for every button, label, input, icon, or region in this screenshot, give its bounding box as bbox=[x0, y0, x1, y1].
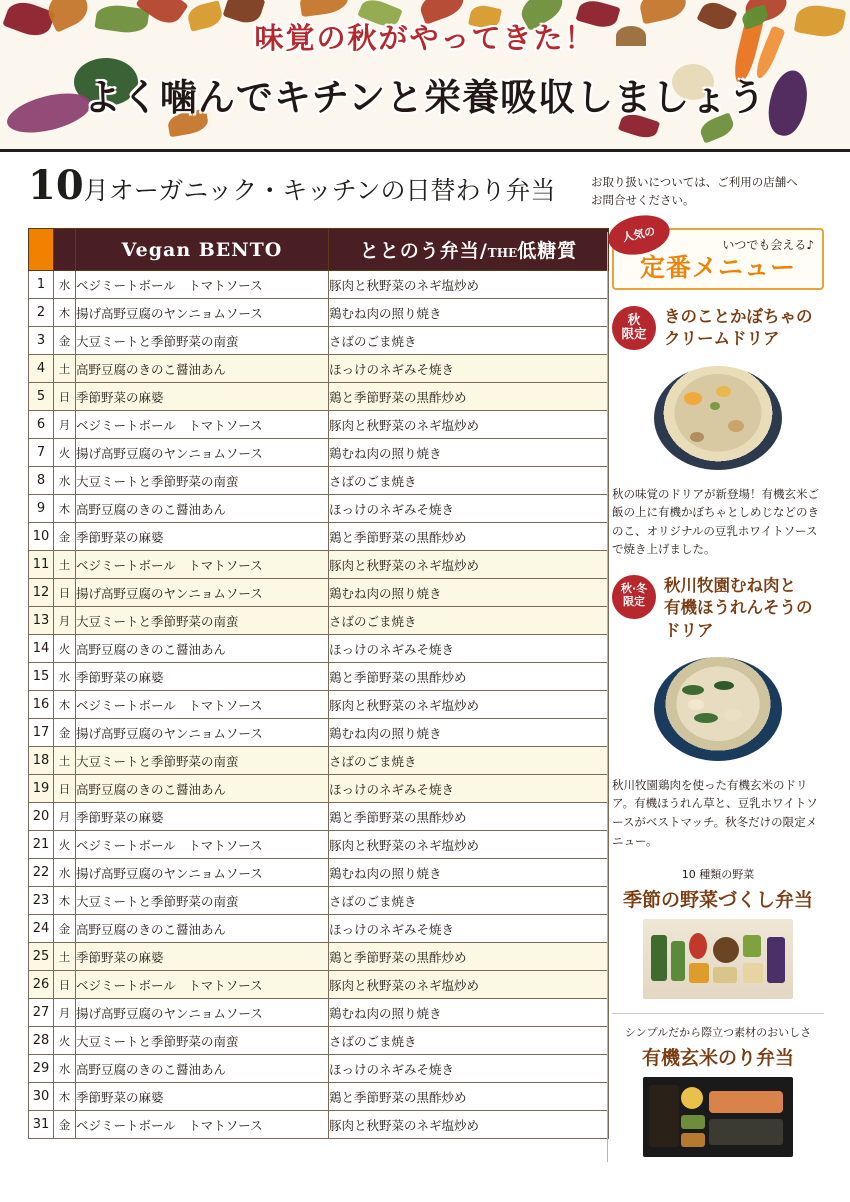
table-row bbox=[29, 887, 609, 915]
cell-totonou-bento: ほっけのネギみそ焼き bbox=[329, 775, 609, 803]
cell-day: 20 bbox=[29, 803, 54, 831]
sidebar bbox=[612, 224, 824, 1157]
greens-piece bbox=[681, 1115, 705, 1129]
cell-vegan-bento: 大豆ミートと季節野菜の南蛮 bbox=[76, 327, 329, 355]
cell-totonou-bento: 鶏と季節野菜の黒酢炒め bbox=[329, 663, 609, 691]
cell-totonou-bento: 鶏と季節野菜の黒酢炒め bbox=[329, 943, 609, 971]
table-row bbox=[29, 411, 609, 439]
doria-bowl bbox=[654, 657, 782, 761]
cell-vegan-bento: 季節野菜の麻婆 bbox=[76, 523, 329, 551]
cell-weekday: 金 bbox=[54, 719, 76, 747]
table-row bbox=[29, 663, 609, 691]
cell-weekday: 木 bbox=[54, 887, 76, 915]
cell-weekday: 水 bbox=[54, 1055, 76, 1083]
cell-totonou-bento: さばのごま焼き bbox=[329, 1027, 609, 1055]
cell-day: 31 bbox=[29, 1111, 54, 1139]
table-row bbox=[29, 299, 609, 327]
cell-day: 11 bbox=[29, 551, 54, 579]
table-row bbox=[29, 1111, 609, 1139]
promo-description: 秋川牧園鶏肉を使った有機玄米のドリア。有機ほうれん草と、豆乳ホワイトソースがベストマッチ。秋冬だけの限定メニュー。 bbox=[612, 777, 818, 848]
leaf-decoration bbox=[298, 0, 349, 17]
simple-kicker: 10 種類の野菜 bbox=[681, 868, 755, 882]
cell-totonou-bento: 豚肉と秋野菜のネギ塩炒め bbox=[329, 1111, 609, 1139]
cell-day: 6 bbox=[29, 411, 54, 439]
table-row bbox=[29, 439, 609, 467]
banner-headline-2: よく噛んでキチンと栄養吸収しましょう bbox=[83, 76, 767, 119]
cell-totonou-bento: さばのごま焼き bbox=[329, 887, 609, 915]
cell-vegan-bento: 揚げ高野豆腐のヤンニョムソース bbox=[76, 719, 329, 747]
cell-day: 12 bbox=[29, 579, 54, 607]
cell-totonou-bento: 鶏むね肉の照り焼き bbox=[329, 579, 609, 607]
cell-totonou-bento: さばのごま焼き bbox=[329, 747, 609, 775]
header-totonou-bento bbox=[329, 229, 609, 271]
promo-title-line-1: きのことかぼちゃの bbox=[664, 307, 813, 326]
doria-bowl bbox=[654, 366, 782, 470]
cell-weekday: 月 bbox=[54, 607, 76, 635]
salmon-piece bbox=[709, 1091, 783, 1113]
cell-totonou-bento: 鶏むね肉の照り焼き bbox=[329, 299, 609, 327]
cell-weekday: 金 bbox=[54, 915, 76, 943]
season-seal-autumn bbox=[612, 306, 656, 350]
table-row bbox=[29, 691, 609, 719]
cell-totonou-bento: 鶏と季節野菜の黒酢炒め bbox=[329, 803, 609, 831]
cell-vegan-bento: ベジミートボール トマトソース bbox=[76, 971, 329, 999]
cell-day: 4 bbox=[29, 355, 54, 383]
cell-vegan-bento: 大豆ミートと季節野菜の南蛮 bbox=[76, 1027, 329, 1055]
cell-totonou-bento: ほっけのネギみそ焼き bbox=[329, 495, 609, 523]
cell-totonou-bento: さばのごま焼き bbox=[329, 327, 609, 355]
cell-weekday: 木 bbox=[54, 1083, 76, 1111]
promo-head bbox=[612, 575, 824, 642]
cell-weekday: 水 bbox=[54, 859, 76, 887]
page-title: オーガニック・キッチンの日替わり弁当 bbox=[108, 176, 556, 205]
cell-weekday: 月 bbox=[54, 999, 76, 1027]
bento-photo-vegetables bbox=[643, 919, 793, 999]
cell-day: 29 bbox=[29, 1055, 54, 1083]
potato-piece bbox=[743, 963, 763, 983]
cell-day: 23 bbox=[29, 887, 54, 915]
promo-card-autumn-doria bbox=[612, 306, 824, 559]
table-row bbox=[29, 467, 609, 495]
header-slash: / bbox=[479, 240, 488, 262]
cell-day: 9 bbox=[29, 495, 54, 523]
cell-vegan-bento: ベジミートボール トマトソース bbox=[76, 1111, 329, 1139]
table-row bbox=[29, 1083, 609, 1111]
zucchini-piece bbox=[651, 935, 667, 981]
cell-day: 19 bbox=[29, 775, 54, 803]
egg-piece bbox=[681, 1087, 703, 1109]
cell-vegan-bento: 揚げ高野豆腐のヤンニョムソース bbox=[76, 439, 329, 467]
cell-weekday: 月 bbox=[54, 803, 76, 831]
table-row bbox=[29, 915, 609, 943]
cell-day: 5 bbox=[29, 383, 54, 411]
cell-vegan-bento: 高野豆腐のきのこ醤油あん bbox=[76, 355, 329, 383]
month-number: 10 bbox=[28, 162, 84, 209]
cell-vegan-bento: 季節野菜の麻婆 bbox=[76, 663, 329, 691]
cell-weekday: 木 bbox=[54, 495, 76, 523]
seal-line-2: 限定 bbox=[623, 594, 645, 608]
table-row bbox=[29, 551, 609, 579]
cell-day: 21 bbox=[29, 831, 54, 859]
promo-head bbox=[612, 306, 824, 351]
header-vegan-bento: Vegan BENTO bbox=[76, 229, 329, 271]
cell-totonou-bento: ほっけのネギみそ焼き bbox=[329, 1055, 609, 1083]
banner-text bbox=[0, 16, 850, 121]
cell-vegan-bento: 高野豆腐のきのこ醤油あん bbox=[76, 495, 329, 523]
cell-weekday: 水 bbox=[54, 467, 76, 495]
table-row bbox=[29, 971, 609, 999]
vertical-divider bbox=[607, 232, 608, 1162]
pumpkin-piece bbox=[689, 963, 709, 983]
cell-weekday: 月 bbox=[54, 411, 76, 439]
table-row bbox=[29, 943, 609, 971]
cell-vegan-bento: 大豆ミートと季節野菜の南蛮 bbox=[76, 747, 329, 775]
simple-card-nori-bento bbox=[612, 1024, 824, 1157]
table-header-row bbox=[29, 229, 609, 271]
table-row bbox=[29, 999, 609, 1027]
chicken-piece bbox=[688, 699, 704, 710]
simple-card-vegetable-bento bbox=[612, 866, 824, 999]
side-dish-piece bbox=[709, 1119, 783, 1145]
sidebar-divider bbox=[612, 1013, 824, 1014]
cell-vegan-bento: 大豆ミートと季節野菜の南蛮 bbox=[76, 887, 329, 915]
simple-title: 有機玄米のり弁当 bbox=[641, 1047, 794, 1070]
cell-weekday: 土 bbox=[54, 355, 76, 383]
cell-vegan-bento: 揚げ高野豆腐のヤンニョムソース bbox=[76, 999, 329, 1027]
cell-weekday: 日 bbox=[54, 971, 76, 999]
header-day-col bbox=[29, 229, 54, 271]
cell-totonou-bento: 豚肉と秋野菜のネギ塩炒め bbox=[329, 691, 609, 719]
cell-totonou-bento: ほっけのネギみそ焼き bbox=[329, 915, 609, 943]
cell-totonou-bento: さばのごま焼き bbox=[329, 467, 609, 495]
cell-totonou-bento: 豚肉と秋野菜のネギ塩炒め bbox=[329, 411, 609, 439]
cell-totonou-bento: 鶏むね肉の照り焼き bbox=[329, 999, 609, 1027]
cell-totonou-bento: ほっけのネギみそ焼き bbox=[329, 635, 609, 663]
cell-weekday: 火 bbox=[54, 831, 76, 859]
cell-totonou-bento: 鶏むね肉の照り焼き bbox=[329, 439, 609, 467]
cell-day: 28 bbox=[29, 1027, 54, 1055]
bento-photo-nori bbox=[643, 1077, 793, 1157]
table-row bbox=[29, 1055, 609, 1083]
cell-vegan-bento: 高野豆腐のきのこ醤油あん bbox=[76, 635, 329, 663]
cell-totonou-bento: 鶏むね肉の照り焼き bbox=[329, 859, 609, 887]
season-seal-autumn-winter bbox=[612, 575, 656, 619]
availability-notice: お取り扱いについては、ご利用の店舗へお問合せください。 bbox=[591, 175, 798, 207]
spinach-piece bbox=[682, 685, 704, 695]
cell-totonou-bento: 鶏と季節野菜の黒酢炒め bbox=[329, 383, 609, 411]
cell-weekday: 火 bbox=[54, 1027, 76, 1055]
teiban-subtitle: いつでも会える♪ bbox=[722, 238, 814, 252]
cell-vegan-bento: 高野豆腐のきのこ醤油あん bbox=[76, 1055, 329, 1083]
cell-weekday: 土 bbox=[54, 747, 76, 775]
table-row bbox=[29, 383, 609, 411]
cell-weekday: 水 bbox=[54, 663, 76, 691]
cell-totonou-bento: 豚肉と秋野菜のネギ塩炒め bbox=[329, 271, 609, 299]
cell-day: 16 bbox=[29, 691, 54, 719]
cell-vegan-bento: 大豆ミートと季節野菜の南蛮 bbox=[76, 467, 329, 495]
cell-day: 30 bbox=[29, 1083, 54, 1111]
title-row bbox=[28, 162, 828, 222]
promo-card-spinach-doria bbox=[612, 575, 824, 850]
cell-day: 1 bbox=[29, 271, 54, 299]
cell-vegan-bento: 揚げ高野豆腐のヤンニョムソース bbox=[76, 859, 329, 887]
table-row bbox=[29, 719, 609, 747]
cell-vegan-bento: ベジミートボール トマトソース bbox=[76, 411, 329, 439]
teiban-menu-box bbox=[612, 224, 824, 290]
cell-weekday: 土 bbox=[54, 943, 76, 971]
hamburg-piece bbox=[713, 937, 739, 963]
cell-weekday: 水 bbox=[54, 271, 76, 299]
nori-rice-section bbox=[649, 1085, 679, 1147]
table-row bbox=[29, 859, 609, 887]
cell-day: 26 bbox=[29, 971, 54, 999]
table-row bbox=[29, 607, 609, 635]
cell-day: 2 bbox=[29, 299, 54, 327]
table-row bbox=[29, 831, 609, 859]
table-row bbox=[29, 635, 609, 663]
cell-day: 27 bbox=[29, 999, 54, 1027]
cell-vegan-bento: 季節野菜の麻婆 bbox=[76, 943, 329, 971]
cell-weekday: 日 bbox=[54, 579, 76, 607]
tomato-piece bbox=[689, 933, 707, 959]
renkon-piece bbox=[713, 967, 737, 983]
cell-day: 24 bbox=[29, 915, 54, 943]
cell-day: 8 bbox=[29, 467, 54, 495]
teiban-title: 定番メニュー bbox=[639, 253, 796, 282]
cell-day: 13 bbox=[29, 607, 54, 635]
cell-weekday: 土 bbox=[54, 551, 76, 579]
cell-vegan-bento: ベジミートボール トマトソース bbox=[76, 831, 329, 859]
promo-title bbox=[664, 306, 824, 351]
cell-weekday: 木 bbox=[54, 691, 76, 719]
banner-headline-1: 味覚の秋がやってきた！ bbox=[254, 21, 596, 55]
kinpira-piece bbox=[681, 1133, 705, 1147]
header-the-label: THE bbox=[487, 246, 518, 260]
spinach-piece bbox=[694, 713, 718, 723]
simple-title: 季節の野菜づくし弁当 bbox=[622, 889, 813, 912]
cell-day: 14 bbox=[29, 635, 54, 663]
cell-totonou-bento: ほっけのネギみそ焼き bbox=[329, 355, 609, 383]
cell-totonou-bento: 鶏と季節野菜の黒酢炒め bbox=[329, 1083, 609, 1111]
promo-title-line-2: クリームドリア bbox=[664, 329, 780, 349]
pumpkin-piece bbox=[716, 386, 731, 397]
header-totonou-label: ととのう弁当 bbox=[359, 240, 480, 262]
eggplant-piece bbox=[767, 937, 785, 983]
cell-day: 7 bbox=[29, 439, 54, 467]
header-weekday-col bbox=[54, 229, 76, 271]
zucchini-piece bbox=[671, 941, 685, 981]
promo-title bbox=[664, 575, 824, 642]
seal-line-1: 秋·冬 bbox=[620, 582, 648, 596]
table-row bbox=[29, 495, 609, 523]
promo-description: 秋の味覚のドリアが新登場！有機玄米ご飯の上に有機かぼちゃとしめじなどのきのこ、オリジナルの豆乳ホワイトソースで焼き上げました。 bbox=[612, 486, 819, 557]
cell-vegan-bento: 季節野菜の麻婆 bbox=[76, 803, 329, 831]
cell-totonou-bento: 豚肉と秋野菜のネギ塩炒め bbox=[329, 971, 609, 999]
header-banner bbox=[0, 0, 850, 152]
cell-day: 15 bbox=[29, 663, 54, 691]
cell-weekday: 金 bbox=[54, 327, 76, 355]
cell-weekday: 火 bbox=[54, 439, 76, 467]
table-row bbox=[29, 327, 609, 355]
cell-weekday: 木 bbox=[54, 299, 76, 327]
herb-piece bbox=[710, 402, 720, 410]
simple-kicker: シンプルだから際立つ素材のおいしさ bbox=[624, 1026, 812, 1040]
menu-table-wrap bbox=[28, 228, 608, 1139]
promo-photo-spinach-doria bbox=[612, 650, 824, 768]
cell-weekday: 日 bbox=[54, 775, 76, 803]
popular-badge: 人気の bbox=[605, 210, 674, 260]
table-row bbox=[29, 355, 609, 383]
pumpkin-piece bbox=[684, 392, 702, 405]
cell-vegan-bento: 季節野菜の麻婆 bbox=[76, 383, 329, 411]
promo-title-line-1: 秋川牧園むね肉と bbox=[664, 576, 796, 596]
cell-totonou-bento: 鶏むね肉の照り焼き bbox=[329, 719, 609, 747]
table-row bbox=[29, 1027, 609, 1055]
banner-rule bbox=[0, 149, 850, 152]
promo-title-line-2: 有機ほうれんそうのドリア bbox=[664, 598, 813, 640]
promo-photo-cream-doria bbox=[612, 359, 824, 477]
cell-day: 22 bbox=[29, 859, 54, 887]
pumpkin-piece bbox=[700, 416, 720, 428]
cell-weekday: 金 bbox=[54, 1111, 76, 1139]
cell-totonou-bento: 豚肉と秋野菜のネギ塩炒め bbox=[329, 831, 609, 859]
chicken-piece bbox=[724, 709, 742, 721]
broccoli-piece bbox=[743, 935, 761, 957]
cell-day: 17 bbox=[29, 719, 54, 747]
table-row bbox=[29, 747, 609, 775]
table-row bbox=[29, 803, 609, 831]
cell-vegan-bento: 季節野菜の麻婆 bbox=[76, 1083, 329, 1111]
table-row bbox=[29, 523, 609, 551]
seal-line-2: 限定 bbox=[621, 326, 647, 342]
table-row bbox=[29, 271, 609, 299]
header-lowcarb-label: 低糖質 bbox=[517, 240, 578, 262]
cell-weekday: 火 bbox=[54, 635, 76, 663]
cell-totonou-bento: 豚肉と秋野菜のネギ塩炒め bbox=[329, 551, 609, 579]
mushroom-piece bbox=[690, 432, 704, 442]
cell-day: 3 bbox=[29, 327, 54, 355]
spinach-piece bbox=[714, 681, 734, 690]
cell-day: 25 bbox=[29, 943, 54, 971]
cell-vegan-bento: 揚げ高野豆腐のヤンニョムソース bbox=[76, 579, 329, 607]
cell-totonou-bento: さばのごま焼き bbox=[329, 607, 609, 635]
cell-vegan-bento: 大豆ミートと季節野菜の南蛮 bbox=[76, 607, 329, 635]
cell-totonou-bento: 鶏と季節野菜の黒酢炒め bbox=[329, 523, 609, 551]
cell-vegan-bento: ベジミートボール トマトソース bbox=[76, 271, 329, 299]
cell-vegan-bento: 高野豆腐のきのこ醤油あん bbox=[76, 915, 329, 943]
mushroom-piece bbox=[728, 420, 744, 432]
cell-weekday: 金 bbox=[54, 523, 76, 551]
cell-vegan-bento: 高野豆腐のきのこ醤油あん bbox=[76, 775, 329, 803]
menu-table bbox=[28, 228, 609, 1139]
cell-vegan-bento: ベジミートボール トマトソース bbox=[76, 551, 329, 579]
table-row bbox=[29, 775, 609, 803]
month-suffix: 月 bbox=[83, 176, 109, 205]
seal-line-1: 秋 bbox=[627, 312, 641, 327]
table-row bbox=[29, 579, 609, 607]
cell-vegan-bento: ベジミートボール トマトソース bbox=[76, 691, 329, 719]
cell-day: 10 bbox=[29, 523, 54, 551]
cell-vegan-bento: 揚げ高野豆腐のヤンニョムソース bbox=[76, 299, 329, 327]
cell-day: 18 bbox=[29, 747, 54, 775]
cell-weekday: 日 bbox=[54, 383, 76, 411]
